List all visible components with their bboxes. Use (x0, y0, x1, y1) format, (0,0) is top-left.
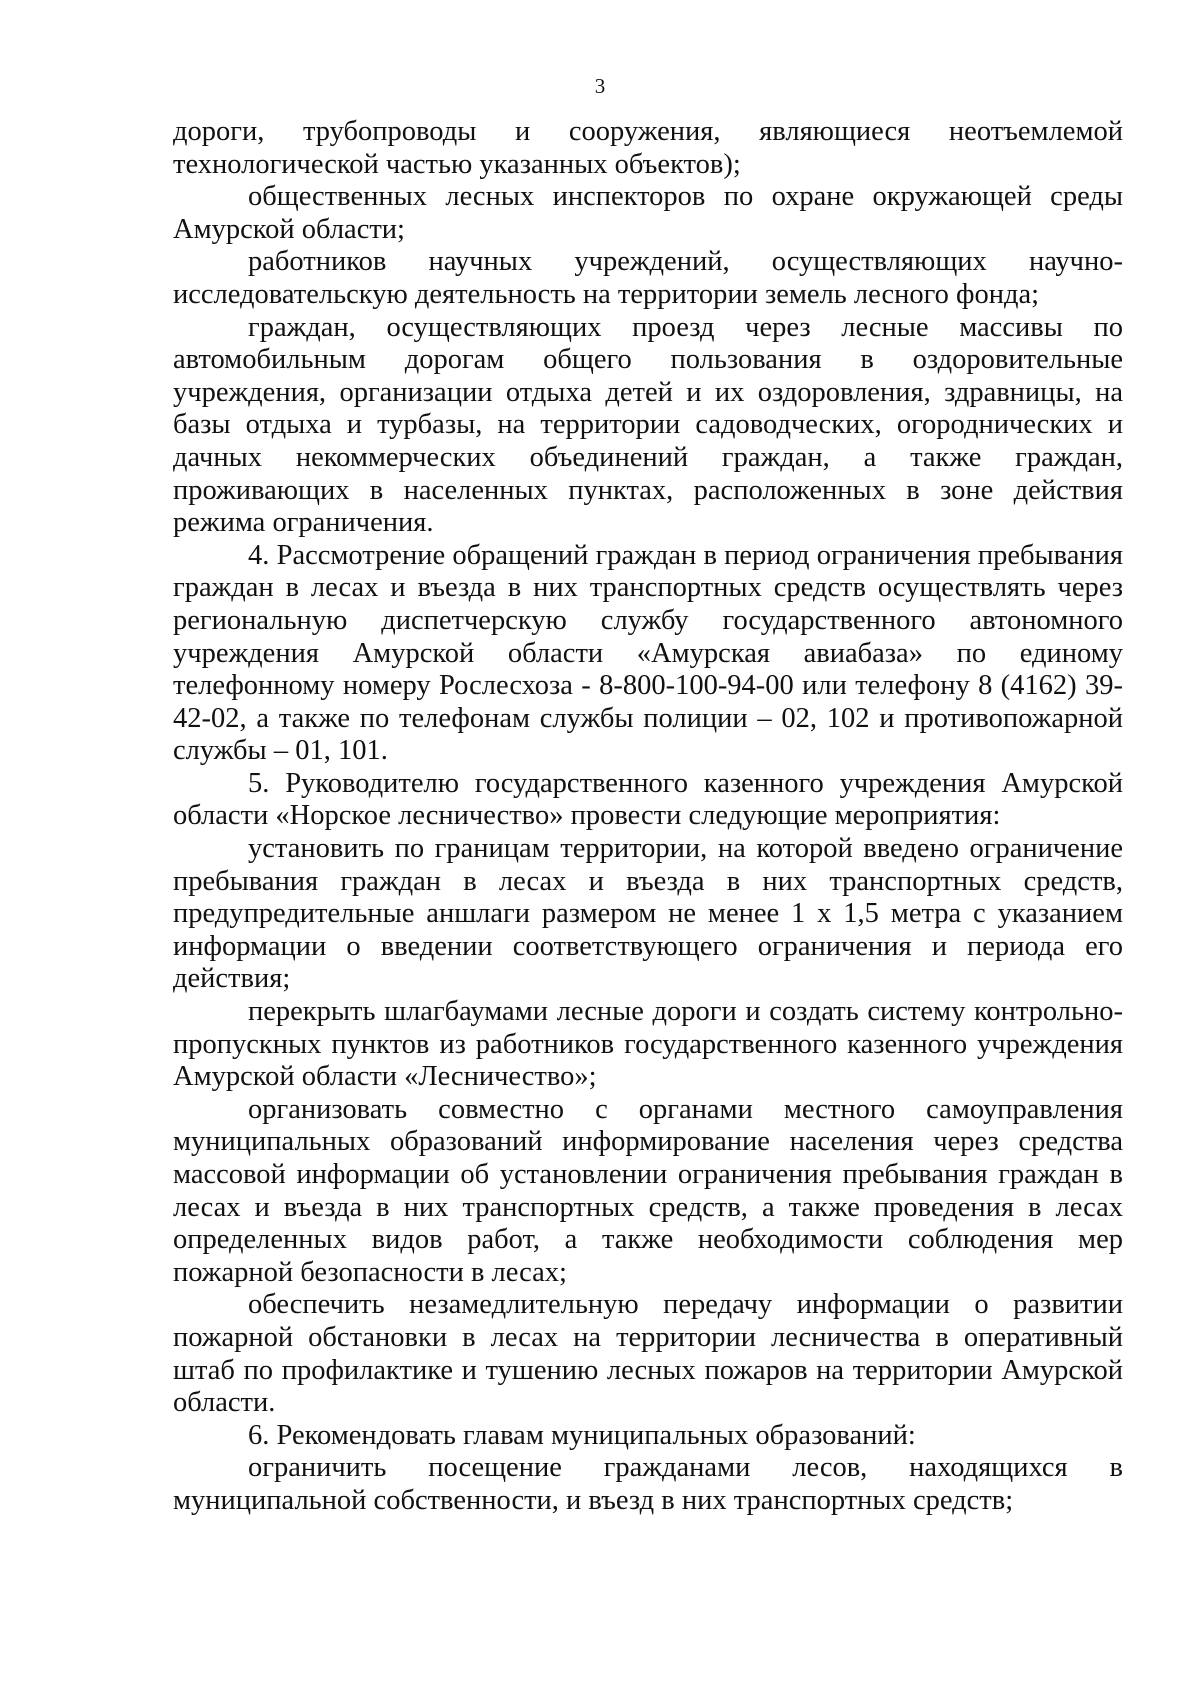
paragraph: установить по границам территории, на которой введено ограничение пребывания граждан в лесах и въезда в них транспортных средств, предупредительные аншлаги размером не менее 1 х 1,5 метра с указанием информации о введении соответствующего ограничения и периода его действия; (173, 833, 1123, 995)
paragraph-item-5: 5. Руководителю государственного казенного учреждения Амурской области «Норское лесничество» провести следующие мероприятия: (173, 767, 1123, 832)
page-number: 3 (594, 74, 606, 98)
paragraph: организовать совместно с органами местного самоуправления муниципальных образований информирование населения через средства массовой информации об установлении ограничения пребывания граждан в лесах и въезда в них транспортных средств, а также проведения в лесах определенных видов работ, а также необходимости соблюдения мер пожарной безопасности в лесах; (173, 1093, 1123, 1288)
paragraph: общественных лесных инспекторов по охране окружающей среды Амурской области; (173, 181, 1123, 245)
paragraph: работников научных учреждений, осуществляющих научно-исследовательскую деятельность на территории земель лесного фонда; (173, 246, 1123, 310)
paragraph: граждан, осуществляющих проезд через лесные массивы по автомобильным дорогам общего пользования в оздоровительные учреждения, организации отдыха детей и их оздоровления, здравницы, на базы отдыха и турбазы, на территории садоводческих, огороднических и дачных некоммерческих объединений граждан, а также граждан, проживающих в населенных пунктах, расположенных в зоне действия режима ограничения. (173, 311, 1123, 539)
paragraph: ограничить посещение гражданами лесов, находящихся в муниципальной собственности, и въезд в них транспортных средств; (173, 1452, 1123, 1516)
paragraph-item-6: 6. Рекомендовать главам муниципальных образований: (248, 1419, 916, 1451)
paragraph-item-4: 4. Рассмотрение обращений граждан в период ограничения пребывания граждан в лесах и въезда в них транспортных средств осуществлять через региональную диспетчерскую службу государственного автономного учреждения Амурской области «Амурская авиабаза» по единому телефонному номеру Рослесхоза - 8-800-100-94-00 или телефону 8 (4162) 39-42-02, а также по телефонам службы полиции – 02, 102 и противопожарной службы – 01, 101. (173, 539, 1123, 767)
document-body (173, 116, 1123, 1518)
paragraph: перекрыть шлагбаумами лесные дороги и создать систему контрольно-пропускных пунктов из работников государственного казенного учреждения Амурской области «Лесничество»; (173, 996, 1123, 1093)
paragraph: дороги, трубопроводы и сооружения, являющиеся неотъемлемой технологической частью указанных объектов); (173, 116, 1123, 180)
paragraph: обеспечить незамедлительную передачу информации о развитии пожарной обстановки в лесах на территории лесничества в оперативный штаб по профилактике и тушению лесных пожаров на территории Амурской области. (173, 1289, 1123, 1419)
